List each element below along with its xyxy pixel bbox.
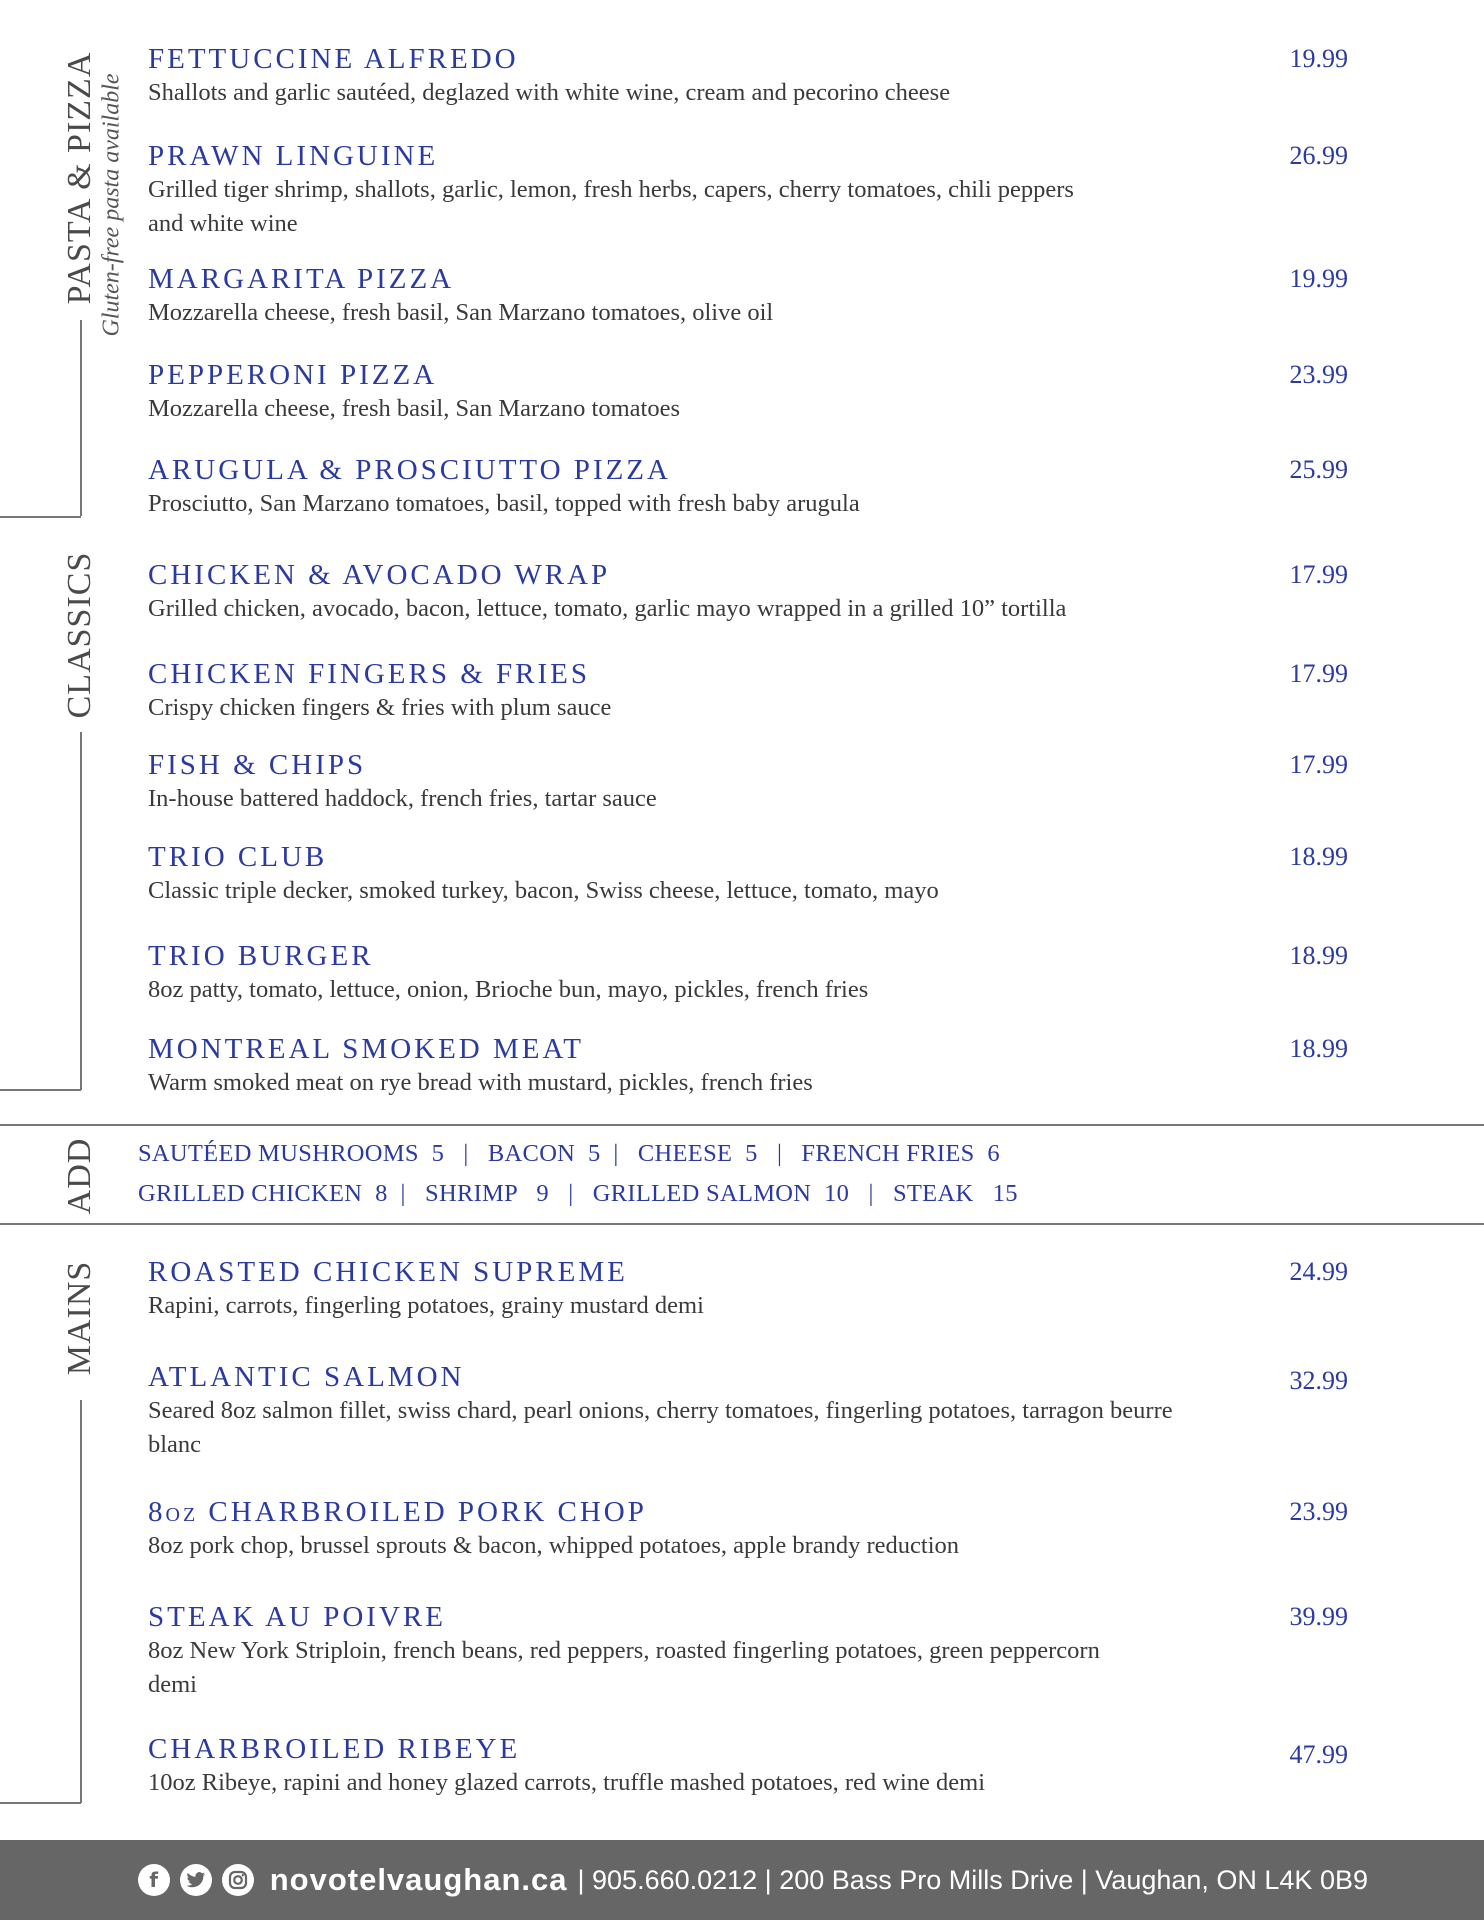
item-price: 32.99	[1289, 1366, 1348, 1395]
item-name: FETTUCCINE ALFREDO	[148, 43, 519, 75]
menu-item	[148, 939, 1348, 1007]
item-name: ATLANTIC SALMON	[148, 1361, 465, 1393]
item-price: 17.99	[1289, 560, 1348, 589]
menu-item	[148, 1255, 1348, 1323]
menu-item	[148, 453, 1348, 521]
divider-classics-vertical	[80, 732, 82, 1090]
item-price: 19.99	[1289, 264, 1348, 293]
item-description: Mozzarella cheese, fresh basil, San Marzano tomatoes, olive oil	[148, 299, 774, 326]
facebook-icon[interactable]: f	[138, 1864, 170, 1896]
item-name: TRIO CLUB	[148, 841, 328, 873]
item-price: 23.99	[1289, 1497, 1348, 1526]
divider-mains-vertical	[80, 1400, 82, 1803]
item-price: 18.99	[1289, 1034, 1348, 1063]
divider-classics-bottom	[0, 1089, 81, 1091]
menu-item	[148, 748, 1348, 816]
item-description: Shallots and garlic sautéed, deglazed with white wine, cream and pecorino cheese	[148, 79, 951, 106]
item-price: 24.99	[1289, 1257, 1348, 1286]
footer-bar	[0, 1840, 1484, 1920]
item-description: Crispy chicken fingers & fries with plum sauce	[148, 694, 612, 721]
item-description: Grilled tiger shrimp, shallots, garlic, lemon, fresh herbs, capers, cherry tomatoes, chili peppers and white wine	[148, 176, 1074, 237]
item-description: In-house battered haddock, french fries, tartar sauce	[148, 785, 657, 812]
item-name: STEAK AU POIVRE	[148, 1601, 446, 1633]
add-ons-line-2: GRILLED CHICKEN 8 | SHRIMP 9 | GRILLED SALMON 10 | STEAK 15	[138, 1180, 1018, 1207]
add-ons-line-1: SAUTÉED MUSHROOMS 5 | BACON 5 | CHEESE 5 | FRENCH FRIES 6	[138, 1140, 1000, 1167]
divider-pasta-vertical	[80, 320, 82, 516]
item-description: Grilled chicken, avocado, bacon, lettuce, tomato, garlic mayo wrapped in a grilled 10” tortilla	[148, 595, 1067, 622]
divider-add-bottom	[0, 1223, 1484, 1225]
divider-add-top	[0, 1124, 1484, 1126]
item-description: 8oz New York Striploin, french beans, red peppers, roasted fingerling potatoes, green peppercorn demi	[148, 1637, 1100, 1698]
item-name: MARGARITA PIZZA	[148, 263, 455, 295]
menu-item	[148, 262, 1348, 330]
item-price: 17.99	[1289, 750, 1348, 779]
menu-item	[148, 1032, 1348, 1100]
item-price: 39.99	[1289, 1602, 1348, 1631]
item-description: 10oz Ribeye, rapini and honey glazed carrots, truffle mashed potatoes, red wine demi	[148, 1769, 986, 1796]
menu-item	[148, 1600, 1348, 1702]
item-price: 25.99	[1289, 455, 1348, 484]
section-title-add: ADD	[61, 1137, 98, 1215]
item-description: Seared 8oz salmon fillet, swiss chard, pearl onions, cherry tomatoes, fingerling potatoes, tarragon beurre blanc	[148, 1397, 1173, 1458]
item-name: 8oz CHARBROILED PORK CHOP	[148, 1496, 647, 1528]
item-name: ROASTED CHICKEN SUPREME	[148, 1256, 628, 1288]
item-name: CHICKEN FINGERS & FRIES	[148, 658, 591, 690]
item-name: PRAWN LINGUINE	[148, 140, 439, 172]
menu-item	[148, 657, 1348, 725]
instagram-icon[interactable]	[222, 1864, 254, 1896]
item-description: 8oz patty, tomato, lettuce, onion, Brioche bun, mayo, pickles, french fries	[148, 976, 869, 1003]
website-link[interactable]: novotelvaughan.ca	[269, 1862, 568, 1897]
menu-item	[148, 1732, 1348, 1800]
twitter-icon[interactable]	[180, 1864, 212, 1896]
divider-mains-bottom	[0, 1802, 81, 1804]
item-description: Classic triple decker, smoked turkey, bacon, Swiss cheese, lettuce, tomato, mayo	[148, 877, 939, 904]
item-name: ARUGULA & PROSCIUTTO PIZZA	[148, 454, 671, 486]
section-title-classics: CLASSICS	[61, 551, 98, 719]
menu-item	[148, 1495, 1348, 1563]
menu-item	[148, 840, 1348, 908]
item-name: CHICKEN & AVOCADO WRAP	[148, 559, 611, 591]
item-price: 17.99	[1289, 659, 1348, 688]
menu-item	[148, 558, 1348, 626]
item-description: Prosciutto, San Marzano tomatoes, basil, topped with fresh baby arugula	[148, 490, 860, 517]
item-description: Warm smoked meat on rye bread with mustard, pickles, french fries	[148, 1069, 813, 1096]
section-title-mains: MAINS	[61, 1260, 98, 1376]
divider-pasta-bottom	[0, 516, 81, 518]
item-price: 23.99	[1289, 360, 1348, 389]
menu-item	[148, 139, 1348, 241]
contact-info: | 905.660.0212 | 200 Bass Pro Mills Drive | Vaughan, ON L4K 0B9	[577, 1864, 1368, 1895]
item-name: PEPPERONI PIZZA	[148, 359, 438, 391]
menu-item	[148, 42, 1348, 110]
item-name: TRIO BURGER	[148, 940, 374, 972]
item-name: FISH & CHIPS	[148, 749, 367, 781]
item-name: MONTREAL SMOKED MEAT	[148, 1033, 584, 1065]
menu-item	[148, 358, 1348, 426]
item-description: Mozzarella cheese, fresh basil, San Marzano tomatoes	[148, 395, 680, 422]
menu-item	[148, 1360, 1348, 1462]
item-description: 8oz pork chop, brussel sprouts & bacon, whipped potatoes, apple brandy reduction	[148, 1532, 960, 1559]
item-price: 47.99	[1289, 1740, 1348, 1769]
item-name: CHARBROILED RIBEYE	[148, 1733, 521, 1765]
item-description: Rapini, carrots, fingerling potatoes, grainy mustard demi	[148, 1292, 704, 1319]
item-price: 19.99	[1289, 44, 1348, 73]
section-subtitle-gluten-free: Gluten-free pasta available	[98, 73, 125, 337]
item-price: 18.99	[1289, 941, 1348, 970]
item-price: 26.99	[1289, 141, 1348, 170]
section-title-pasta-pizza: PASTA & PIZZA	[61, 51, 98, 305]
item-price: 18.99	[1289, 842, 1348, 871]
